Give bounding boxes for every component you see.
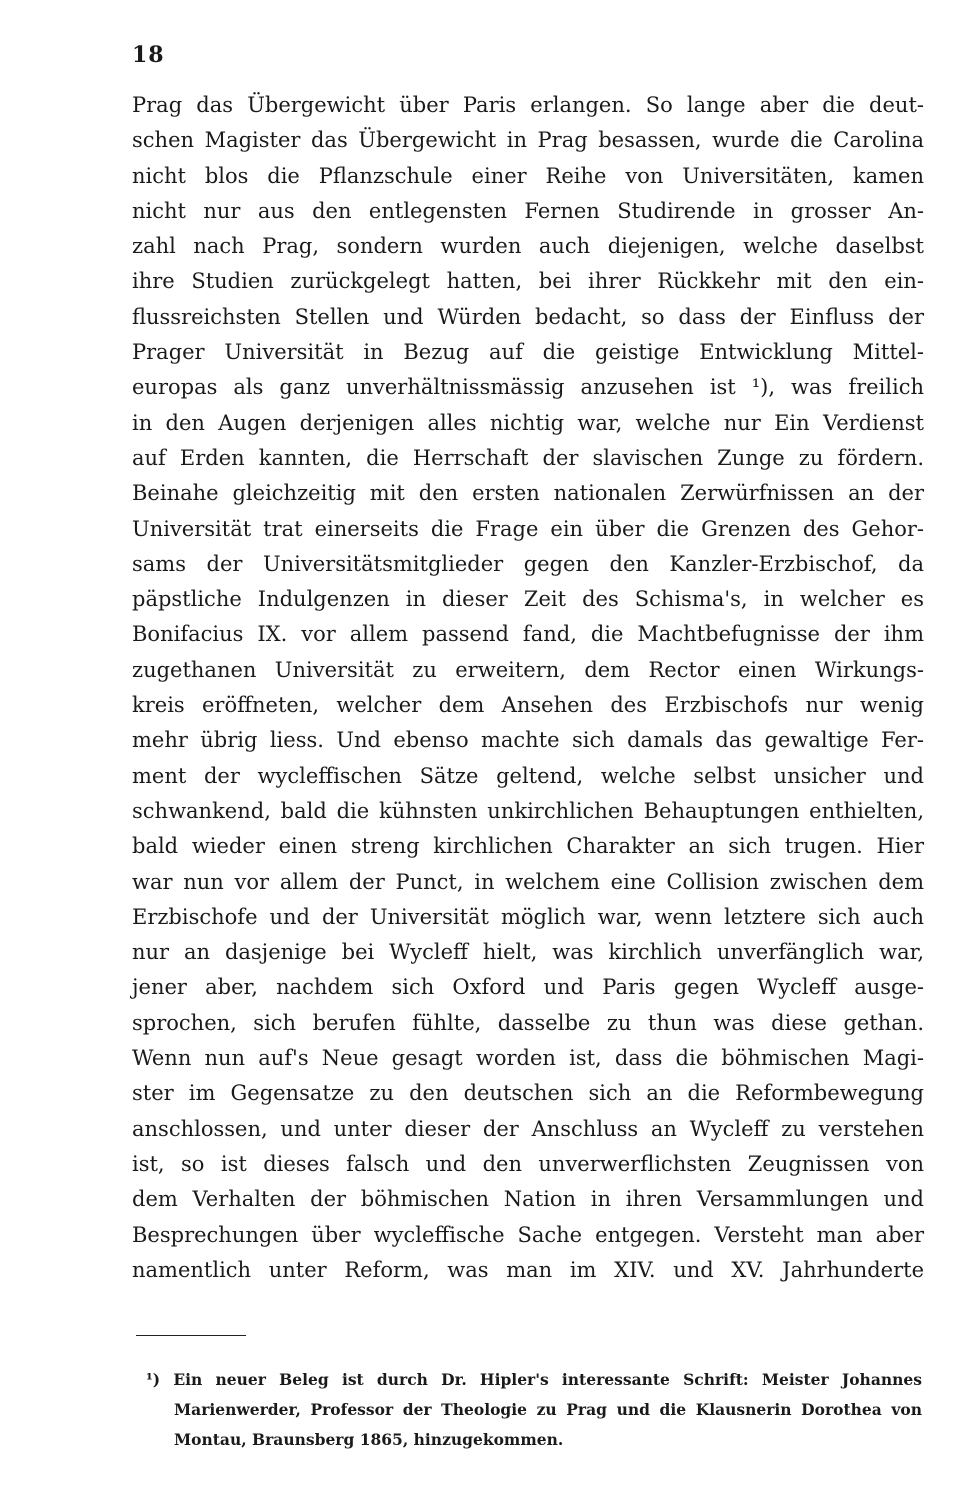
text-line: sams der Universitätsmitglieder gegen den Kanzler-Erzbischof, da — [132, 551, 924, 576]
text-line: bald wieder einen streng kirchlichen Charakter an sich trugen. Hier — [132, 834, 924, 859]
text-line: päpstliche Indulgenzen in dieser Zeit des Schisma's, in welcher es — [132, 587, 924, 612]
text-line: Prag das Übergewicht über Paris erlangen. So lange aber die deut- — [132, 93, 924, 117]
text-line: schen Magister das Übergewicht in Prag besassen, wurde die Carolina — [132, 128, 924, 153]
text-line: Beinahe gleichzeitig mit den ersten nationalen Zerwürfnissen an der — [132, 481, 924, 506]
text-line: Bonifacius IX. vor allem passend fand, die Machtbefugnisse der ihm — [132, 622, 924, 647]
text-line: ster im Gegensatze zu den deutschen sich an die Reformbewegung — [132, 1081, 924, 1106]
text-line: Erzbischofe und der Universität möglich war, wenn letztere sich auch — [132, 904, 924, 929]
text-line: ment der wycleffischen Sätze geltend, welche selbst unsicher und — [132, 763, 924, 788]
text-line: Besprechungen über wycleffische Sache entgegen. Versteht man aber — [132, 1222, 924, 1247]
text-line: Prager Universität in Bezug auf die geistige Entwicklung Mittel- — [132, 340, 924, 365]
text-line: mehr übrig liess. Und ebenso machte sich damals das gewaltige Fer- — [132, 728, 924, 753]
footnote-line: Montau, Braunsberg 1865, hinzugekommen. — [174, 1430, 564, 1449]
text-line: nicht blos die Pflanzschule einer Reihe von Universitäten, kamen — [132, 163, 924, 188]
text-line: Wenn nun auf's Neue gesagt worden ist, dass die böhmischen Magi- — [132, 1046, 924, 1071]
text-line: auf Erden kannten, die Herrschaft der slavischen Zunge zu fördern. — [132, 445, 924, 470]
text-line: europas als ganz unverhältnissmässig anzusehen ist ¹), was freilich — [132, 375, 924, 400]
footnote-line: ¹) Ein neuer Beleg ist durch Dr. Hipler's interessante Schrift: Meister Johannes — [146, 1370, 922, 1389]
text-line: flussreichsten Stellen und Würden bedacht, so dass der Einfluss der — [132, 304, 924, 329]
footnotes — [146, 1365, 922, 1455]
text-line: war nun vor allem der Punct, in welchem eine Collision zwischen dem — [132, 869, 924, 894]
text-line: nicht nur aus den entlegensten Fernen Studirende in grosser An- — [132, 198, 924, 223]
text-line: zahl nach Prag, sondern wurden auch diejenigen, welche daselbst — [132, 234, 924, 259]
footnote-line: Marienwerder, Professor der Theologie zu Prag und die Klausnerin Dorothea von — [174, 1400, 922, 1419]
text-line: namentlich unter Reform, was man im XIV. und XV. Jahrhunderte — [132, 1257, 924, 1282]
text-line: dem Verhalten der böhmischen Nation in ihren Versammlungen und — [132, 1187, 924, 1212]
text-line: jener aber, nachdem sich Oxford und Paris gegen Wycleff ausge- — [132, 975, 924, 1000]
text-line: ihre Studien zurückgelegt hatten, bei ihrer Rückkehr mit den ein- — [132, 269, 924, 294]
text-line: nur an dasjenige bei Wycleff hielt, was kirchlich unverfänglich war, — [132, 940, 924, 965]
text-line: Universität trat einerseits die Frage ein über die Grenzen des Gehor- — [132, 516, 924, 541]
footnote-rule — [136, 1335, 246, 1336]
body-text — [132, 88, 924, 1288]
text-line: schwankend, bald die kühnsten unkirchlichen Behauptungen enthielten, — [132, 798, 924, 823]
text-line: in den Augen derjenigen alles nichtig war, welche nur Ein Verdienst — [132, 410, 924, 435]
text-line: sprochen, sich berufen fühlte, dasselbe zu thun was diese gethan. — [132, 1010, 924, 1035]
text-line: anschlossen, und unter dieser der Anschluss an Wycleff zu verstehen — [132, 1116, 924, 1141]
text-line: zugethanen Universität zu erweitern, dem Rector einen Wirkungs- — [132, 657, 924, 682]
text-line: kreis eröffneten, welcher dem Ansehen des Erzbischofs nur wenig — [132, 693, 924, 718]
text-line: ist, so ist dieses falsch und den unverwerflichsten Zeugnissen von — [132, 1151, 924, 1176]
page-number: 18 — [132, 42, 165, 68]
